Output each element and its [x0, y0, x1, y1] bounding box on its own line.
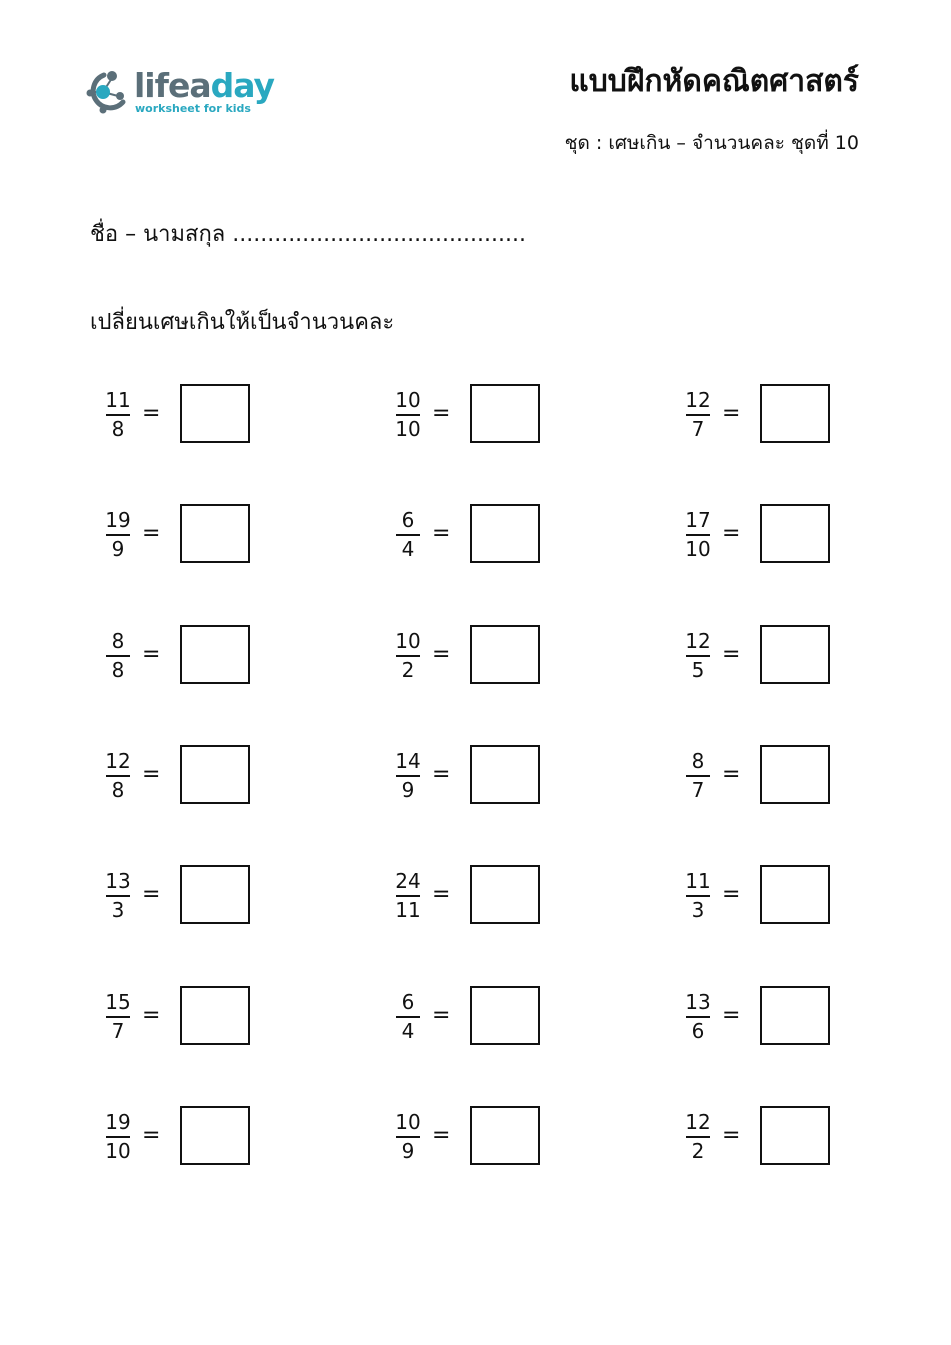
fraction-bar	[686, 775, 710, 777]
problem-item	[680, 625, 940, 689]
equals-sign: =	[142, 1003, 161, 1028]
equals-sign: =	[142, 401, 161, 426]
problem-item	[680, 986, 940, 1050]
answer-box[interactable]	[180, 986, 250, 1045]
fraction-denominator: 8	[111, 658, 125, 682]
fraction-bar	[396, 895, 420, 897]
fraction-denominator: 3	[111, 898, 125, 922]
fraction-denominator: 2	[401, 658, 415, 682]
answer-box[interactable]	[760, 384, 830, 443]
equals-sign: =	[722, 521, 741, 546]
fraction-denominator: 4	[401, 537, 415, 561]
fraction	[100, 625, 136, 689]
fraction-numerator: 12	[105, 749, 131, 773]
fraction-numerator: 11	[685, 869, 711, 893]
instruction-text: เปลี่ยนเศษเกินให้เป็นจำนวนคละ	[90, 310, 395, 335]
fraction-numerator: 15	[105, 990, 131, 1014]
answer-box[interactable]	[470, 1106, 540, 1165]
fraction-numerator: 12	[685, 1110, 711, 1134]
logo-word-part-1: lifea	[134, 66, 211, 105]
equals-sign: =	[722, 1123, 741, 1148]
problem-item	[100, 865, 360, 929]
fraction	[390, 625, 426, 689]
answer-box[interactable]	[470, 745, 540, 804]
fraction-bar	[686, 534, 710, 536]
fraction-denominator: 7	[691, 417, 705, 441]
answer-box[interactable]	[760, 865, 830, 924]
fraction-denominator: 6	[691, 1019, 705, 1043]
fraction	[100, 986, 136, 1050]
answer-box[interactable]	[470, 504, 540, 563]
problem-item	[390, 1106, 650, 1170]
fraction-bar	[396, 775, 420, 777]
equals-sign: =	[142, 521, 161, 546]
equals-sign: =	[432, 642, 451, 667]
fraction-denominator: 8	[111, 417, 125, 441]
answer-box[interactable]	[760, 745, 830, 804]
fraction-denominator: 10	[685, 537, 711, 561]
equals-sign: =	[432, 521, 451, 546]
problem-item	[390, 986, 650, 1050]
problem-item	[390, 384, 650, 448]
fraction-bar	[106, 775, 130, 777]
fraction	[680, 504, 716, 568]
fraction-numerator: 24	[395, 869, 421, 893]
problem-item	[390, 504, 650, 568]
fraction	[390, 865, 426, 929]
logo-word-part-2: day	[210, 66, 275, 105]
fraction	[100, 745, 136, 809]
fraction-numerator: 19	[105, 1110, 131, 1134]
problem-item	[100, 504, 360, 568]
fraction-denominator: 11	[395, 898, 421, 922]
answer-box[interactable]	[760, 625, 830, 684]
fraction	[680, 625, 716, 689]
fraction	[390, 745, 426, 809]
answer-box[interactable]	[180, 865, 250, 924]
problem-item	[680, 745, 940, 809]
fraction-bar	[106, 1136, 130, 1138]
student-name-line[interactable]: ชื่อ – นามสกุล ..........................................	[90, 222, 526, 247]
fraction-bar	[106, 414, 130, 416]
problem-item	[100, 384, 360, 448]
fraction-bar	[106, 1016, 130, 1018]
fraction-numerator: 10	[395, 629, 421, 653]
fraction	[390, 986, 426, 1050]
fraction	[680, 1106, 716, 1170]
equals-sign: =	[722, 401, 741, 426]
fraction-denominator: 9	[401, 1139, 415, 1163]
fraction	[390, 384, 426, 448]
equals-sign: =	[432, 401, 451, 426]
fraction-numerator: 11	[105, 388, 131, 412]
fraction-numerator: 14	[395, 749, 421, 773]
answer-box[interactable]	[760, 986, 830, 1045]
problem-item	[100, 625, 360, 689]
fraction-bar	[106, 895, 130, 897]
fraction-numerator: 12	[685, 629, 711, 653]
fraction	[680, 745, 716, 809]
equals-sign: =	[432, 1123, 451, 1148]
fraction	[680, 986, 716, 1050]
equals-sign: =	[432, 882, 451, 907]
fraction-denominator: 2	[691, 1139, 705, 1163]
fraction-numerator: 6	[401, 508, 415, 532]
answer-box[interactable]	[180, 625, 250, 684]
fraction-numerator: 17	[685, 508, 711, 532]
answer-box[interactable]	[760, 1106, 830, 1165]
fraction-denominator: 9	[111, 537, 125, 561]
answer-box[interactable]	[180, 745, 250, 804]
fraction	[100, 504, 136, 568]
problem-item	[680, 865, 940, 929]
fraction	[390, 504, 426, 568]
fraction-bar	[686, 414, 710, 416]
fraction-bar	[686, 1136, 710, 1138]
answer-box[interactable]	[180, 504, 250, 563]
fraction-numerator: 10	[395, 388, 421, 412]
fraction-denominator: 7	[691, 778, 705, 802]
fraction-bar	[396, 1136, 420, 1138]
fraction-bar	[686, 1016, 710, 1018]
answer-box[interactable]	[760, 504, 830, 563]
fraction-numerator: 10	[395, 1110, 421, 1134]
worksheet-title: แบบฝึกหัดคณิตศาสตร์	[569, 64, 859, 99]
fraction-bar	[686, 655, 710, 657]
equals-sign: =	[722, 642, 741, 667]
equals-sign: =	[142, 762, 161, 787]
problem-item	[100, 1106, 360, 1170]
fraction	[100, 1106, 136, 1170]
fraction-bar	[396, 655, 420, 657]
fraction-bar	[106, 534, 130, 536]
problem-item	[390, 865, 650, 929]
answer-box[interactable]	[180, 1106, 250, 1165]
worksheet-subtitle: ชุด : เศษเกิน – จำนวนคละ ชุดที่ 10	[564, 132, 859, 154]
fraction-denominator: 7	[111, 1019, 125, 1043]
fraction	[100, 384, 136, 448]
problem-item	[100, 986, 360, 1050]
fraction-numerator: 6	[401, 990, 415, 1014]
equals-sign: =	[142, 882, 161, 907]
fraction-numerator: 13	[685, 990, 711, 1014]
problem-item	[390, 625, 650, 689]
fraction-denominator: 4	[401, 1019, 415, 1043]
fraction-denominator: 5	[691, 658, 705, 682]
equals-sign: =	[722, 1003, 741, 1028]
fraction-numerator: 8	[691, 749, 705, 773]
equals-sign: =	[142, 1123, 161, 1148]
problem-item	[390, 745, 650, 809]
fraction-bar	[686, 895, 710, 897]
fraction	[680, 865, 716, 929]
fraction-denominator: 8	[111, 778, 125, 802]
fraction-denominator: 10	[105, 1139, 131, 1163]
problem-item	[680, 384, 940, 448]
fraction-bar	[106, 655, 130, 657]
equals-sign: =	[432, 762, 451, 787]
fraction-bar	[396, 1016, 420, 1018]
fraction	[680, 384, 716, 448]
equals-sign: =	[432, 1003, 451, 1028]
problem-item	[680, 504, 940, 568]
fraction-bar	[396, 534, 420, 536]
problem-item	[680, 1106, 940, 1170]
answer-box[interactable]	[180, 384, 250, 443]
problem-item	[100, 745, 360, 809]
logo-tagline: worksheet for kids	[135, 102, 251, 115]
answer-box[interactable]	[470, 865, 540, 924]
answer-box[interactable]	[470, 625, 540, 684]
fraction	[100, 865, 136, 929]
fraction-numerator: 19	[105, 508, 131, 532]
fraction-denominator: 10	[395, 417, 421, 441]
fraction-denominator: 9	[401, 778, 415, 802]
answer-box[interactable]	[470, 384, 540, 443]
fraction-denominator: 3	[691, 898, 705, 922]
equals-sign: =	[722, 882, 741, 907]
fraction	[390, 1106, 426, 1170]
equals-sign: =	[722, 762, 741, 787]
fraction-bar	[396, 414, 420, 416]
fraction-numerator: 12	[685, 388, 711, 412]
equals-sign: =	[142, 642, 161, 667]
fraction-numerator: 13	[105, 869, 131, 893]
fraction-numerator: 8	[111, 629, 125, 653]
answer-box[interactable]	[470, 986, 540, 1045]
